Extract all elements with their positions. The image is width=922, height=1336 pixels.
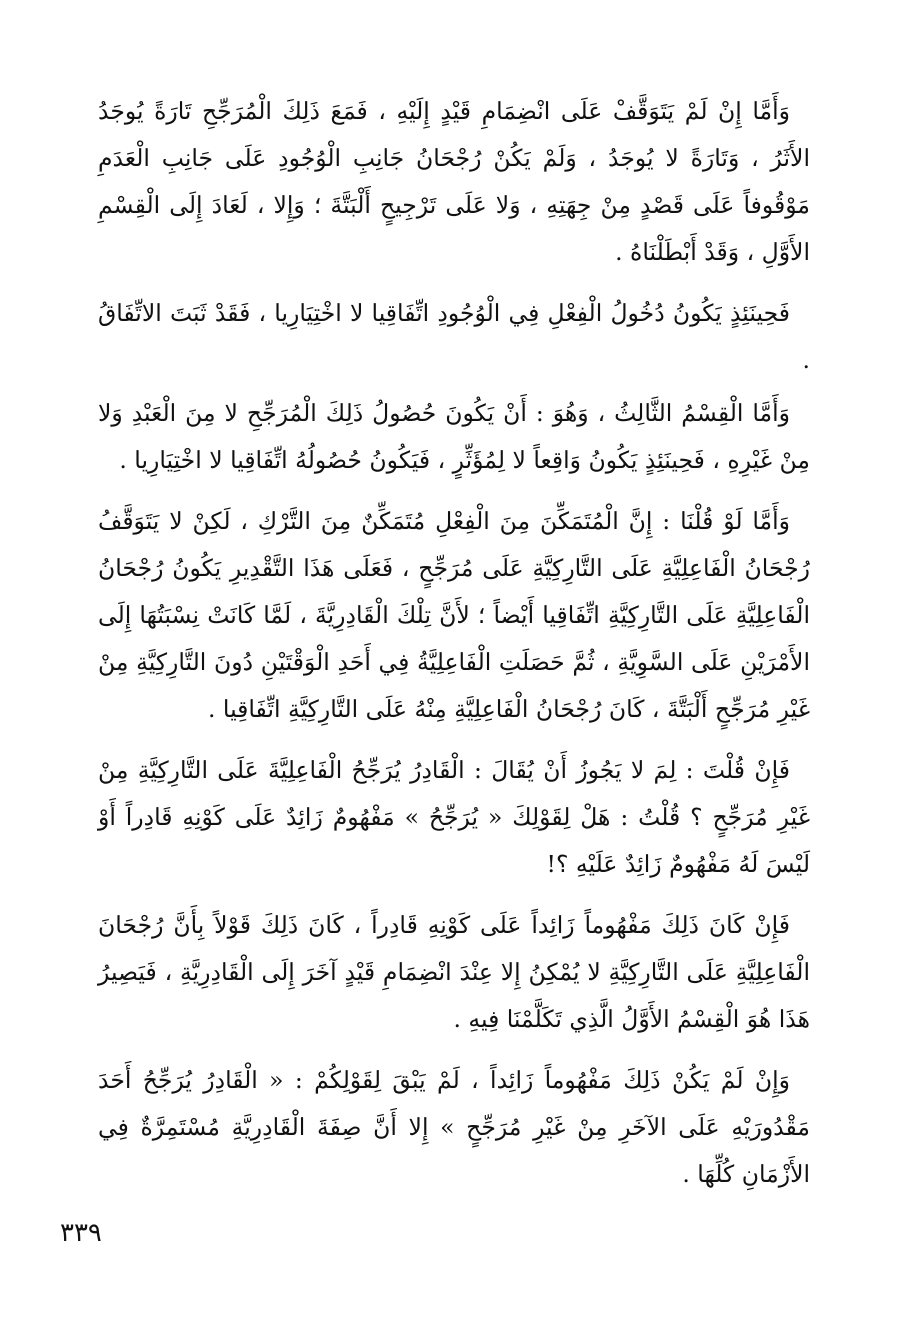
page-number: ٣٣٩ [60,1218,102,1248]
paragraph-3: وَأَمَّا الْقِسْمُ الثَّالِثُ ، وَهُوَ : أَنْ يَكُونَ حُصُولُ ذَلِكَ الْمُرَجِّحِ لا مِنَ الْعَبْدِ وَلا مِنْ غَيْرِهِ ، فَحِينَئِذٍ يَكُونُ وَاقِعاً لا لِمُؤَثِّرٍ ، فَيَكُونُ حُصُولُهُ اتِّفَاقِيا لا اخْتِيَارِيا . [98,399,810,474]
paragraph-5: فَإِنْ قُلْتَ : لِمَ لا يَجُوزُ أَنْ يُقَالَ : الْقَادِرُ يُرَجِّحُ الْفَاعِلِيَّةَ عَلَى التَّارِكِيَّةِ مِنْ غَيْرِ مُرَجِّحٍ ؟ قُلْتُ : هَلْ لِقَوْلِكَ « يُرَجِّحُ » مَفْهُومٌ زَائِدٌ عَلَى كَوْنِهِ قَادِراً أَوْ لَيْسَ لَهُ مَفْهُومٌ زَائِدٌ عَلَيْهِ ؟! [98,756,810,878]
paragraph-2: فَحِينَئِذٍ يَكُونُ دُخُولُ الْفِعْلِ فِي الْوُجُودِ اتِّفَاقِيا لا اخْتِيَارِيا ، فَقَدْ ثَبَتَ الاتِّفَاقُ . [98,299,810,374]
paragraph-6: فَإِنْ كَانَ ذَلِكَ مَفْهُوماً زَائِداً عَلَى كَوْنِهِ قَادِراً ، كَانَ ذَلِكَ قَوْلاً بِأَنَّ رُجْحَانَ الْفَاعِلِيَّةِ عَلَى التَّارِكِيَّةِ لا يُمْكِنُ إِلا عِنْدَ انْضِمَامِ قَيْدٍ آخَرَ إِلَى الْقَادِرِيَّةِ ، فَيَصِيرُ هَذَا هُوَ الْقِسْمُ الأَوَّلُ الَّذِي تَكَلَّمْنَا فِيهِ . [98,911,810,1033]
page-body [98,88,810,1212]
paragraph-4: وَأَمَّا لَوْ قُلْنَا : إِنَّ الْمُتَمَكِّنَ مِنَ الْفِعْلِ مُتَمَكِّنٌ مِنَ التَّرْكِ ، لَكِنْ لا يَتَوَقَّفُ رُجْحَانُ الْفَاعِلِيَّةِ عَلَى التَّارِكِيَّةِ عَلَى مُرَجِّحٍ ، فَعَلَى هَذَا التَّقْدِيرِ يَكُونُ رُجْحَانُ الْفَاعِلِيَّةِ عَلَى التَّارِكِيَّةِ اتِّفَاقِيا أَيْضاً ؛ لأَنَّ تِلْكَ الْقَادِرِيَّةَ ، لَمَّا كَانَتْ نِسْبَتُهَا إِلَى الأَمْرَيْنِ عَلَى السَّوِيَّةِ ، ثُمَّ حَصَلَتِ الْفَاعِلِيَّةُ فِي أَحَدِ الْوَقْتَيْنِ دُونَ التَّارِكِيَّةِ مِنْ غَيْرِ مُرَجِّحٍ أَلْبَتَّةَ ، كَانَ رُجْحَانُ الْفَاعِلِيَّةِ مِنْهُ عَلَى التَّارِكِيَّةِ اتِّفَاقِيا . [98,507,810,723]
paragraph-7: وَإِنْ لَمْ يَكُنْ ذَلِكَ مَفْهُوماً زَائِداً ، لَمْ يَبْقَ لِقَوْلِكُمْ : « الْقَادِرُ يُرَجِّحُ أَحَدَ مَقْدُورَيْهِ عَلَى الآخَرِ مِنْ غَيْرِ مُرَجِّحٍ » إِلا أَنَّ صِفَةَ الْقَادِرِيَّةِ مُسْتَمِرَّةٌ فِي الأَزْمَانِ كُلِّهَا . [98,1066,810,1188]
paragraph-1: وَأَمَّا إِنْ لَمْ يَتَوَقَّفْ عَلَى انْضِمَامِ قَيْدٍ إِلَيْهِ ، فَمَعَ ذَلِكَ الْمُرَجِّحِ تَارَةً يُوجَدُ الأَثَرُ ، وَتَارَةً لا يُوجَدُ ، وَلَمْ يَكُنْ رُجْحَانُ جَانِبِ الْوُجُودِ عَلَى جَانِبِ الْعَدَمِ مَوْقُوفاً عَلَى قَصْدٍ مِنْ جِهَتِهِ ، وَلا عَلَى تَرْجِيحٍ أَلْبَتَّةَ ؛ وَإِلا ، لَعَادَ إِلَى الْقِسْمِ الأَوَّلِ ، وَقَدْ أَبْطَلْنَاهُ . [98,97,810,266]
